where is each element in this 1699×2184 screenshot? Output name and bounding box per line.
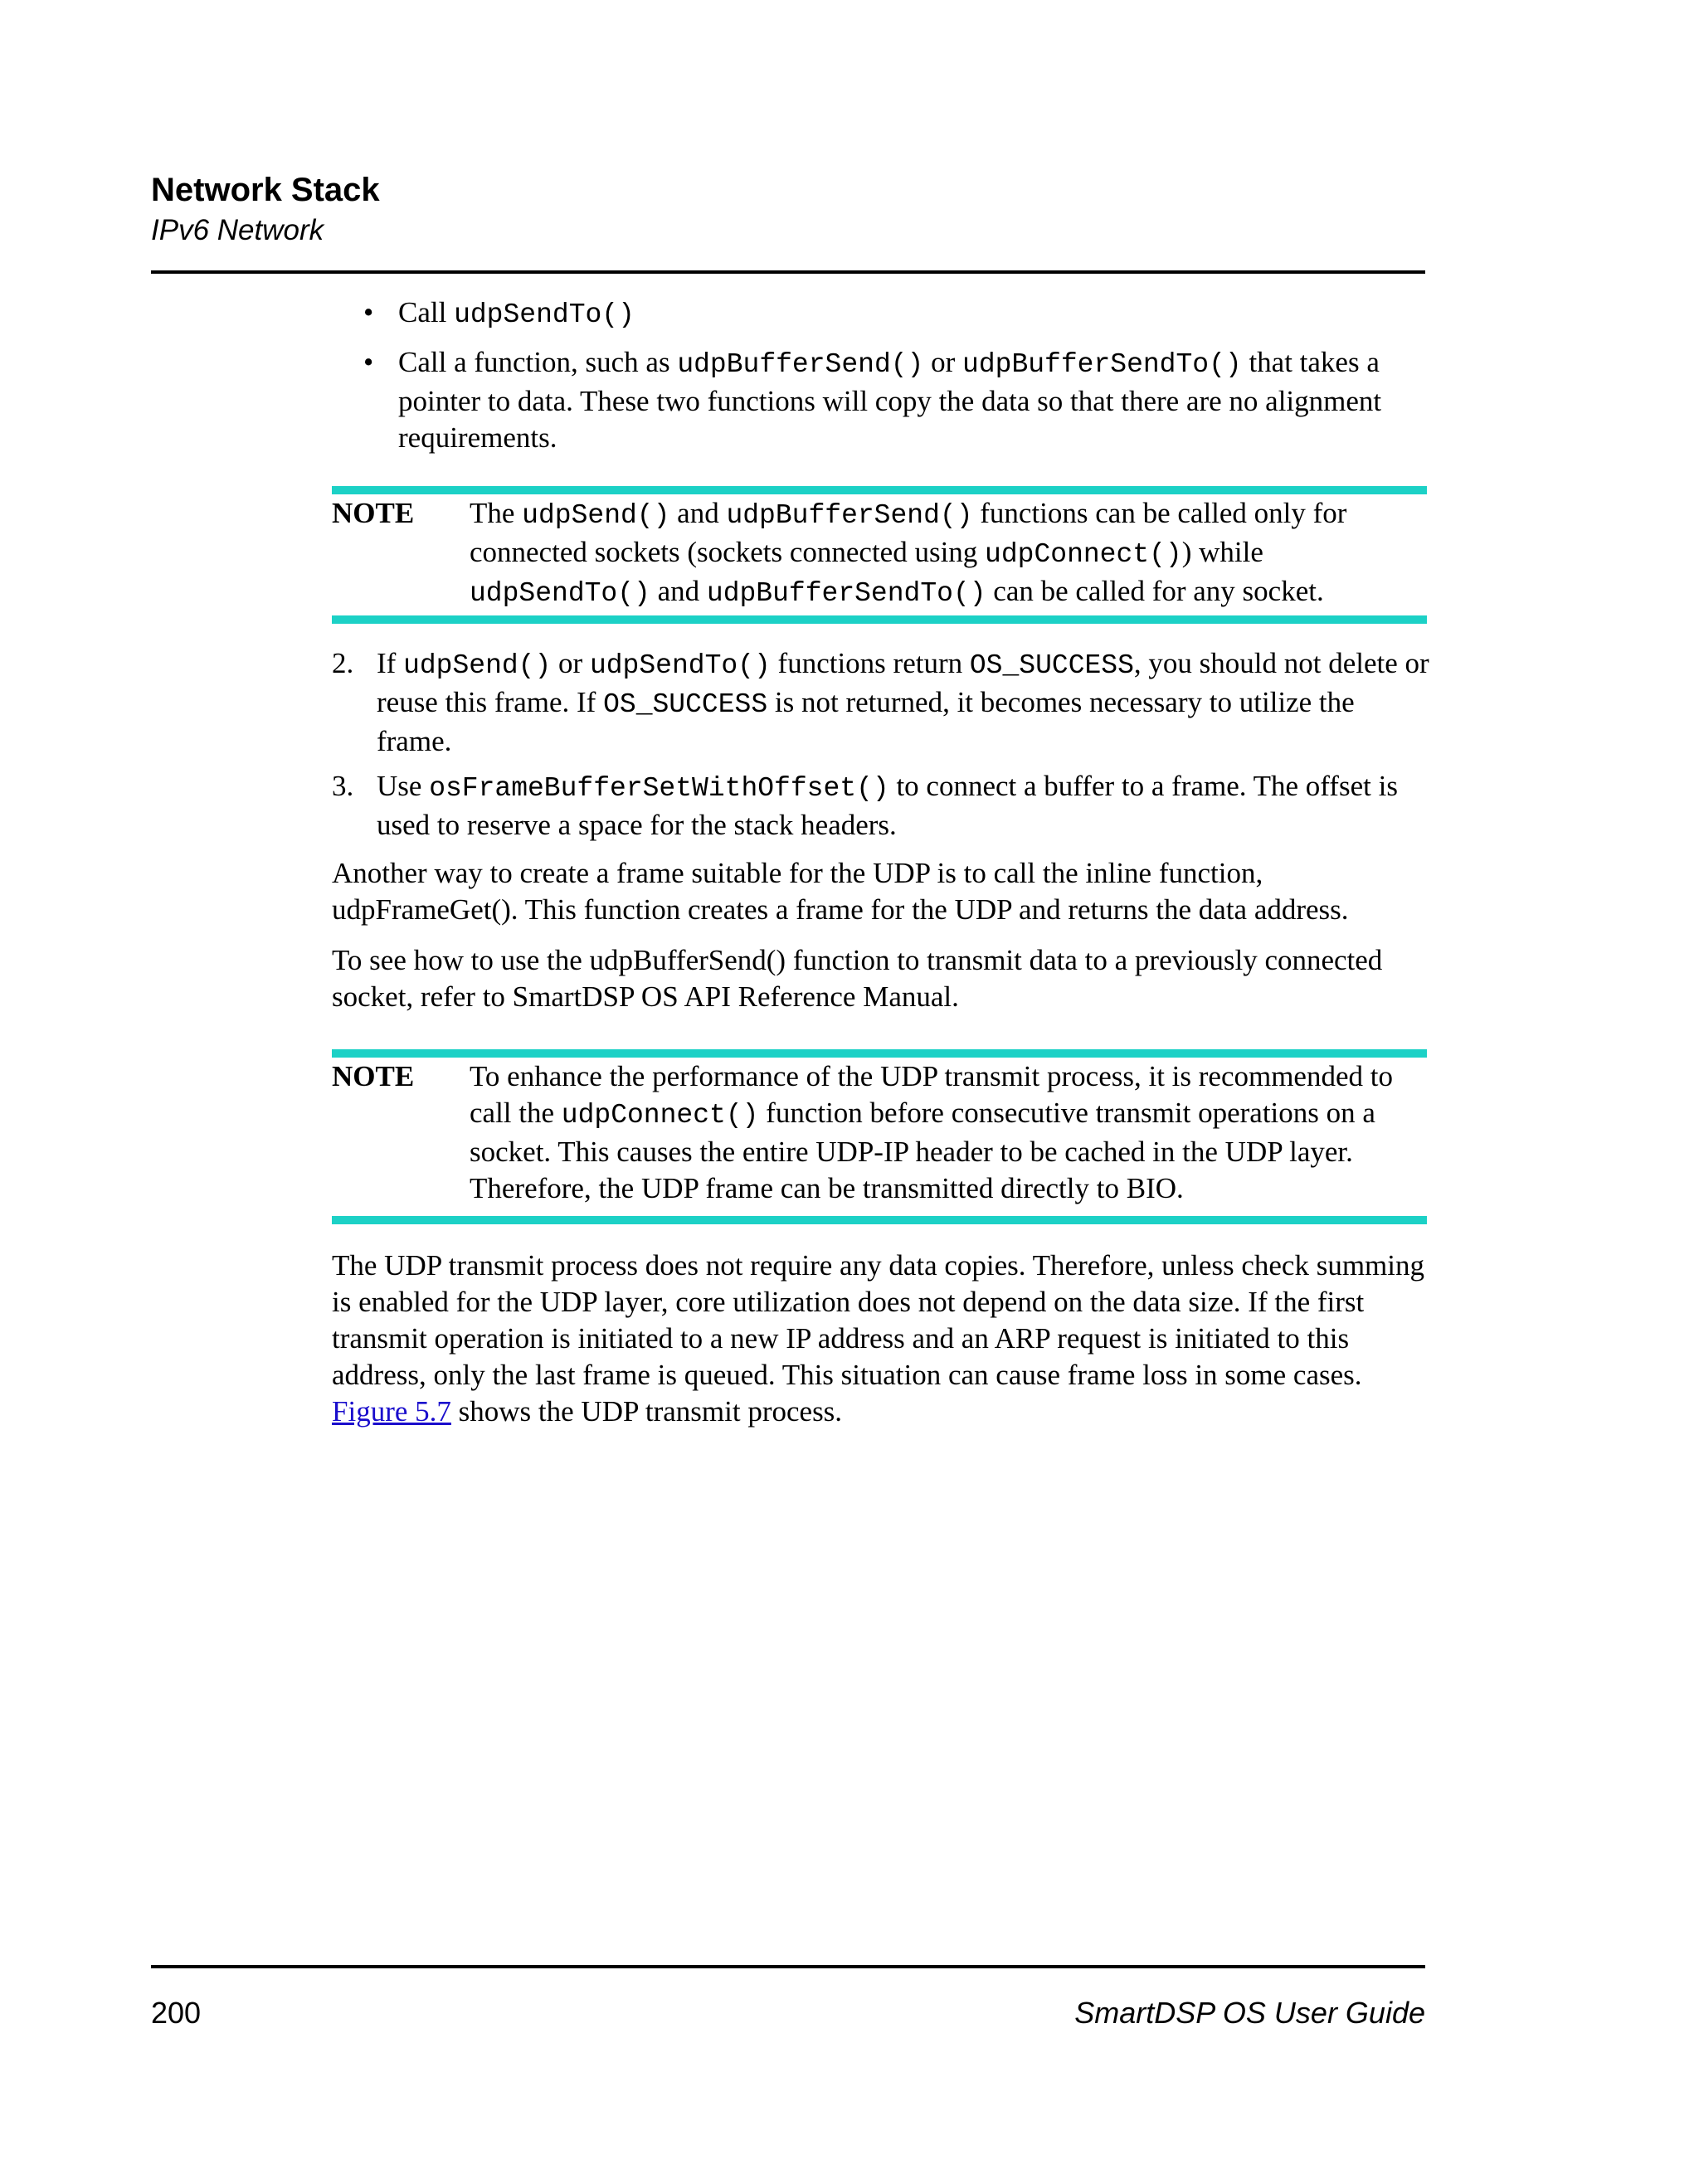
note-label: NOTE <box>332 497 415 529</box>
note-bottom-rule <box>332 1216 1427 1224</box>
footer-rule <box>151 1965 1425 1968</box>
code-span: udpSendTo() <box>454 299 635 330</box>
note-text: The udpSend() and udpBufferSend() functions can be called only for connected sockets (sockets connected using udpConnect()) while udpSendTo() and udpBufferSendTo() can be called for any socket. <box>470 497 1347 609</box>
step-number: 3. <box>332 770 354 802</box>
section-title: Network Stack <box>151 172 380 208</box>
note-text: To enhance the performance of the UDP transmit process, it is recommended to call the udpConnect() function before consecutive transmit operations on a socket. This causes the entire UDP-IP header to be cached in the UDP layer. Therefore, the UDP frame can be transmitted directly to BIO. <box>470 1060 1393 1204</box>
page-number: 200 <box>151 1996 202 2030</box>
note-top-rule <box>332 486 1427 494</box>
note-label: NOTE <box>332 1060 415 1092</box>
code-span: udpBufferSendTo() <box>962 349 1242 380</box>
bullet-glyph: • <box>363 296 374 328</box>
step-number: 2. <box>332 647 354 679</box>
figure-link[interactable]: Figure 5.7 <box>332 1395 451 1428</box>
code-span: udpBufferSend() <box>677 349 924 380</box>
note-bottom-rule <box>332 615 1427 624</box>
body-paragraph: Another way to create a frame suitable for the UDP is to call the inline function, udpFrameGet(). This function creates a frame for the UDP and returns the data address. <box>332 857 1349 926</box>
body-paragraph: The UDP transmit process does not require any data copies. Therefore, unless check summing is enabled for the UDP layer, core utilization does not depend on the data size. If the first transmit operation is initiated to a new IP address and an ARP request is initiated to this address, only the last frame is queued. This situation can cause frame loss in some cases. Figure 5.7 shows the UDP transmit process. <box>332 1249 1424 1428</box>
header-rule <box>151 270 1425 274</box>
body-paragraph: To see how to use the udpBufferSend() function to transmit data to a previously connected socket, refer to SmartDSP OS API Reference Manual. <box>332 944 1383 1013</box>
book-title: SmartDSP OS User Guide <box>1074 1996 1425 2030</box>
note-top-rule <box>332 1049 1427 1058</box>
bullet-glyph: • <box>363 346 374 378</box>
section-subtitle: IPv6 Network <box>151 214 324 246</box>
